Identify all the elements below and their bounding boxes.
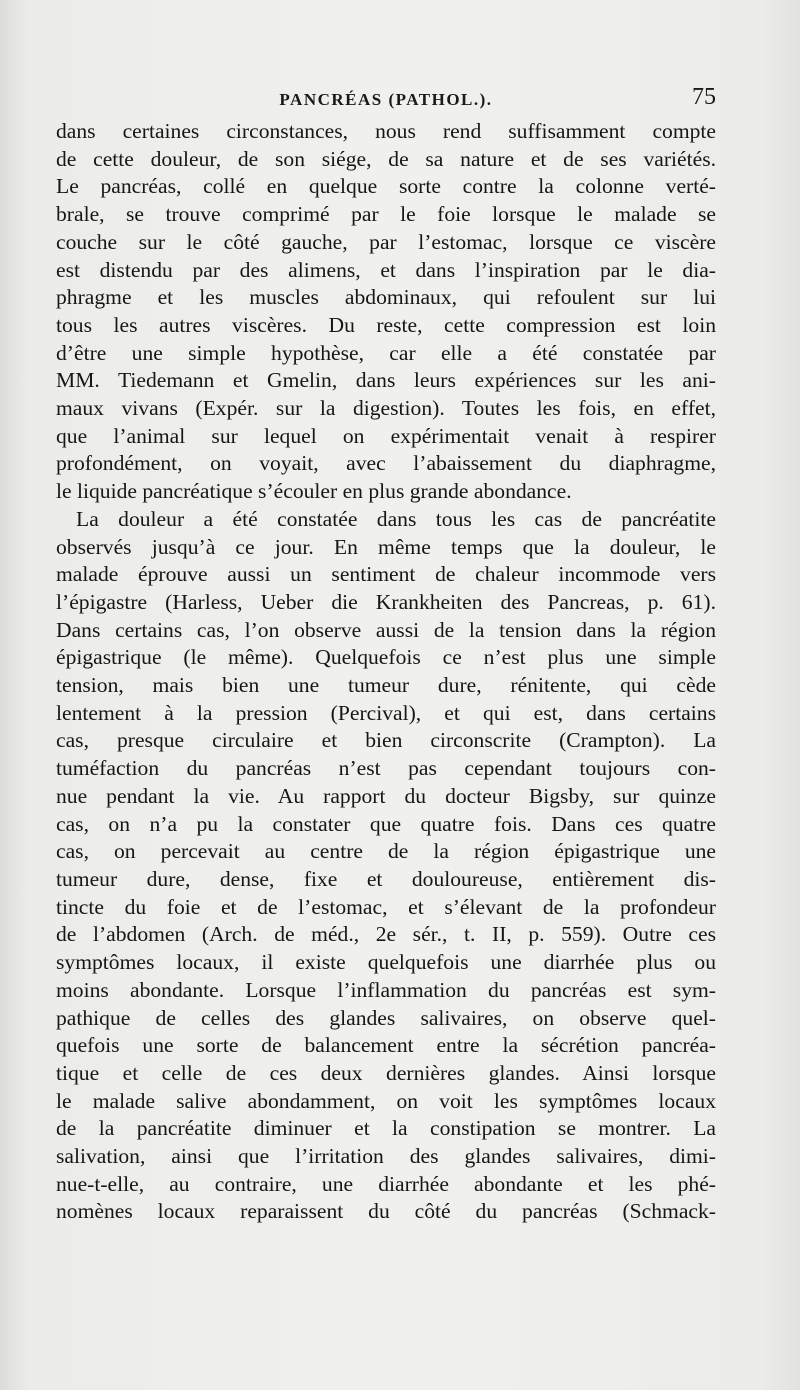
text-line: nue-t-elle, au contraire, une diarrhée abondante et les phé- [56, 1171, 716, 1196]
text-line: le malade salive abondamment, on voit les symptômes locaux [56, 1088, 716, 1113]
text-line: moins abondante. Lorsque l’inflammation du pancréas est sym- [56, 977, 716, 1002]
text-line: le liquide pancréatique s’écouler en plus grande abondance. [56, 479, 572, 504]
text-line: de cette douleur, de son siége, de sa nature et de ses variétés. [56, 146, 716, 171]
text-line: cas, on n’a pu la constater que quatre fois. Dans ces quatre [56, 811, 716, 836]
text-line: que l’animal sur lequel on expérimentait venait à respirer [56, 423, 716, 448]
text-line: tumeur dure, dense, fixe et douloureuse, entièrement dis- [56, 866, 716, 891]
running-head: PANCRÉAS (PATHOL.). [279, 90, 493, 109]
body-text [56, 118, 716, 1226]
page-header [56, 84, 716, 118]
page-number: 75 [692, 84, 716, 110]
text-line: tous les autres viscères. Du reste, cette compression est loin [56, 312, 716, 337]
text-line: tique et celle de ces deux dernières glandes. Ainsi lorsque [56, 1060, 716, 1085]
text-line: malade éprouve aussi un sentiment de chaleur incommode vers [56, 562, 716, 587]
text-line: observés jusqu’à ce jour. En même temps que la douleur, le [56, 534, 716, 559]
text-line: phragme et les muscles abdominaux, qui refoulent sur lui [56, 285, 716, 310]
text-line: maux vivans (Expér. sur la digestion). Toutes les fois, en effet, [56, 396, 716, 421]
text-line: dans certaines circonstances, nous rend suffisamment compte [56, 119, 716, 143]
text-line: Le pancréas, collé en quelque sorte contre la colonne verté- [56, 174, 716, 199]
text-line: cas, on percevait au centre de la région épigastrique une [56, 839, 716, 864]
text-line: MM. Tiedemann et Gmelin, dans leurs expériences sur les ani- [56, 368, 716, 393]
text-line: symptômes locaux, il existe quelquefois une diarrhée plus ou [56, 950, 716, 975]
text-line: lentement à la pression (Percival), et qui est, dans certains [56, 700, 716, 725]
text-line: tension, mais bien une tumeur dure, rénitente, qui cède [56, 673, 716, 698]
text-line: est distendu par des alimens, et dans l’inspiration par le dia- [56, 257, 716, 282]
text-line: brale, se trouve comprimé par le foie lorsque le malade se [56, 202, 716, 227]
text-line: nue pendant la vie. Au rapport du docteur Bigsby, sur quinze [56, 783, 716, 808]
text-line: profondément, on voyait, avec l’abaissement du diaphragme, [56, 451, 716, 476]
text-line: nomènes locaux reparaissent du côté du pancréas (Schmack- [56, 1199, 716, 1224]
text-line: cas, presque circulaire et bien circonscrite (Crampton). La [56, 728, 716, 753]
text-line: l’épigastre (Harless, Ueber die Krankheiten des Pancreas, p. 61). [56, 589, 716, 614]
text-line: épigastrique (le même). Quelquefois ce n’est plus une simple [56, 645, 716, 670]
text-line: tincte du foie et de l’estomac, et s’élevant de la profondeur [56, 894, 716, 919]
text-line: d’être une simple hypothèse, car elle a été constatée par [56, 340, 716, 365]
text-line: de la pancréatite diminuer et la constipation se montrer. La [56, 1116, 716, 1141]
text-line: pathique de celles des glandes salivaires, on observe quel- [56, 1005, 716, 1030]
text-line: de l’abdomen (Arch. de méd., 2e sér., t. II, p. 559). Outre ces [56, 922, 716, 947]
text-line: salivation, ainsi que l’irritation des glandes salivaires, dimi- [56, 1144, 716, 1169]
text-line: tuméfaction du pancréas n’est pas cependant toujours con- [56, 756, 716, 781]
text-line: couche sur le côté gauche, par l’estomac, lorsque ce viscère [56, 229, 716, 254]
text-line: La douleur a été constatée dans tous les cas de pancréatite [76, 506, 716, 531]
text-line: quefois une sorte de balancement entre la sécrétion pancréa- [56, 1033, 716, 1058]
text-line: Dans certains cas, l’on observe aussi de la tension dans la région [56, 617, 716, 642]
